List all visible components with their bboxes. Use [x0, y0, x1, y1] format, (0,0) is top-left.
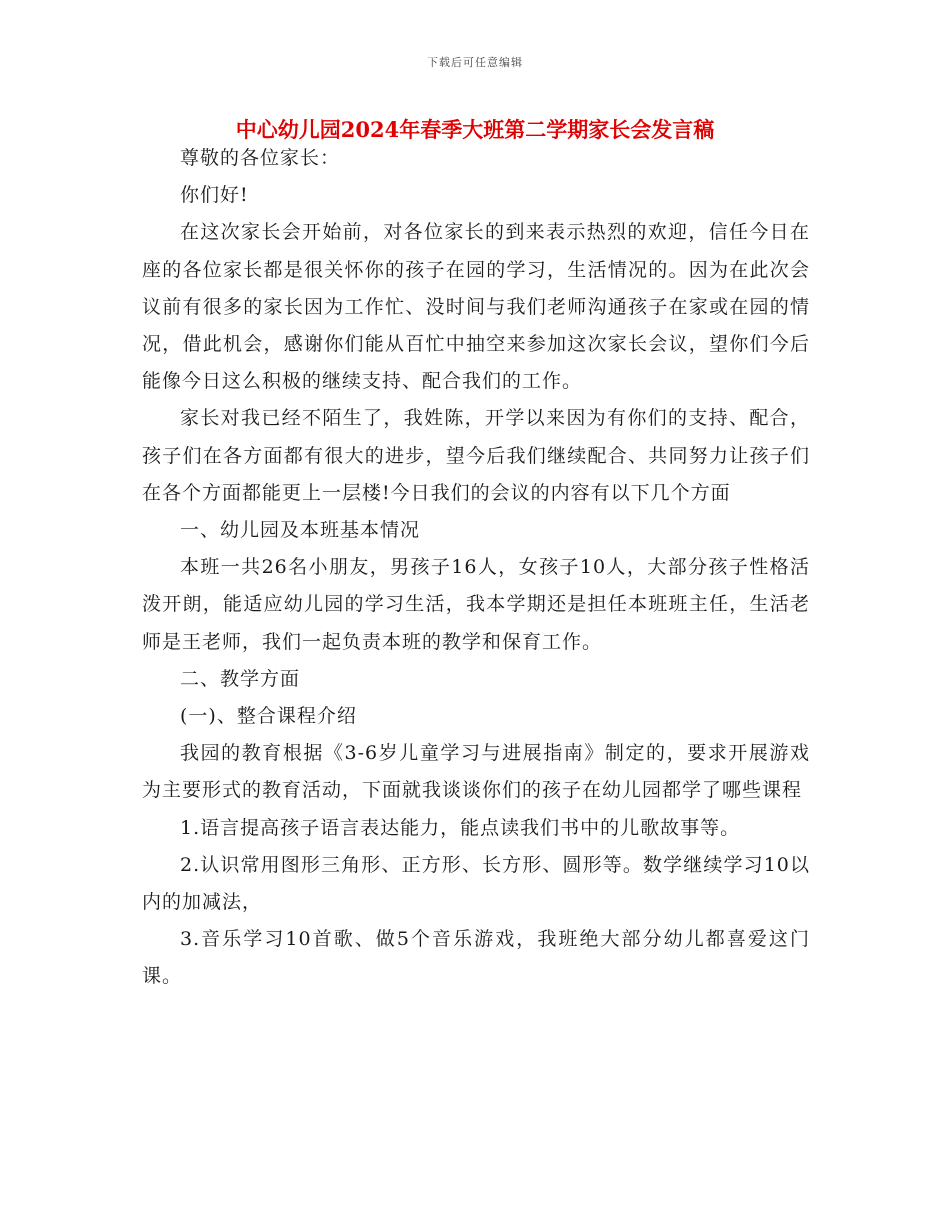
section-heading-basic-info: 一、幼儿园及本班基本情况: [180, 519, 421, 542]
document-title: 中心幼儿园2024年春季大班第二学期家长会发言稿: [235, 117, 715, 142]
paragraph-class-info: 本班一共26名小朋友，男孩子16人，女孩子10人，大部分孩子性格活泼开朗，能适应幼儿园的学习生活，我本学期还是担任本班班主任，生活老师是王老师，我们一起负责本班的教学和保育工作。: [142, 556, 810, 653]
salutation: 尊敬的各位家长：: [180, 147, 341, 169]
list-item-math: 2.认识常用图形三角形、正方形、长方形、圆形等。数学继续学习10以内的加减法，: [142, 853, 810, 914]
list-item-music: 3.音乐学习10首歌、做5个音乐游戏，我班绝大部分幼儿都喜爱这门课。: [142, 928, 810, 988]
paragraph-curriculum: 我园的教育根据《3-6岁儿童学习与进展指南》制定的，要求开展游戏为主要形式的教育活动，下面就我谈谈你们的孩子在幼儿园都学了哪些课程: [142, 742, 810, 802]
subsection-heading-curriculum: (一)、整合课程介绍: [180, 705, 357, 728]
document-body: [142, 140, 810, 996]
paragraph-welcome: 在这次家长会开始前，对各位家长的到来表示热烈的欢迎，信任今日在座的各位家长都是很关怀你的孩子在园的学习，生活情况的。因为在此次会议前有很多的家长因为工作忙、没时间与我们老师沟通孩子在家或在园的情况，借此机会，感谢你们能从百忙中抽空来参加这次家长会议，望你们今后能像今日这么积极的继续支持、配合我们的工作。: [142, 221, 810, 393]
list-item-language: 1.语言提高孩子语言表达能力，能点读我们书中的儿歌故事等。: [180, 816, 741, 839]
header-note: 下载后可任意编辑: [427, 56, 523, 69]
greeting: 你们好!: [180, 184, 249, 207]
section-heading-teaching: 二、教学方面: [180, 667, 301, 690]
paragraph-introduction: 家长对我已经不陌生了，我姓陈，开学以来因为有你们的支持、配合，孩子们在各方面都有很大的进步，望今后我们继续配合、共同努力让孩子们在各个方面都能更上一层楼!今日我们的会议的内容有以下几个方面: [142, 407, 810, 504]
